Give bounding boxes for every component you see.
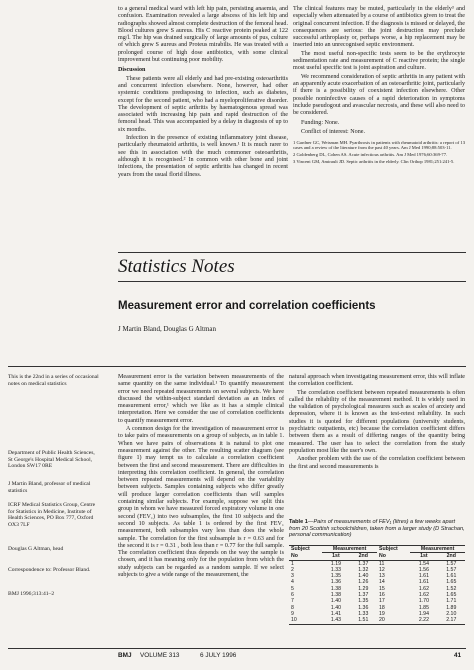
subject-number-cell: 11 (378, 560, 385, 567)
body-paragraph: natural approach when investigating measurement error, this will inflate the correlation coefficient. (289, 374, 465, 388)
discussion-paragraph: These patients were all elderly and had pre-existing osteoarthritis and concurrent infection elsewhere. None, however, had other systemic conditions predisposing to infection, such as diabetes, except for the second patient, who had a myeloproliferative disorder. The development of septic arthritis by haematogenous spread was associated with increasing hip pain and rapid destruction of the femoral head. This was accompanied by a delay in diagnosis of up to six months. (118, 75, 288, 133)
author-role-1: J Martin Bland, professor of medical statistics (8, 481, 91, 494)
table-header-2nd: 2nd (358, 553, 368, 560)
second-measurement-cell: 1.26 (358, 579, 369, 586)
table-header-subject: Subject (291, 546, 310, 553)
case-paragraph: to a general medical ward with left hip pain, persisting anaemia, and confusion. Examination revealed a large abscess of his left hip and radiographs showed almost complete destruction of the femoral head. Blood cultures grew S aureus. His C reactive protein peaked at 122 mg/l. The hip was drained surgically of large amounts of pus, culture of which grew S aureus and Proteus mirabilis. He was treated with a prolonged course of high dose antibiotics, with some clinical improvement but continuing poor mobility. (118, 6, 288, 64)
first-measurement-cell: 1.61 (418, 579, 429, 586)
reference-item: 2 Goldenberg DL, Cohen AS. Acute infectious arthritis. Am J Med 1976;60:369-77. (293, 152, 448, 158)
second-measurement-cell: 1.40 (358, 573, 369, 580)
first-measurement-cell: 1.40 (330, 604, 341, 611)
discussion-heading: Discussion (118, 67, 146, 74)
second-measurement-cell: 1.33 (358, 610, 369, 617)
first-measurement-cell: 1.36 (330, 579, 341, 586)
first-measurement-cell: 1.54 (418, 560, 429, 567)
table-header-measurement: Measurement (410, 546, 465, 553)
table-caption-text: —Pairs of measurements of FEV₁ (litres) a few weeks apart from 20 Scottish schoolchildren, taken from a larger study (D Strachan, personal communication) (289, 519, 465, 539)
table-body (289, 560, 465, 624)
affiliation-1: Department of Public Health Sciences, St George's Hospital Medical School, London SW17 0RE (8, 450, 95, 470)
table-header-no: No (291, 553, 298, 560)
first-measurement-cell: 1.38 (330, 592, 341, 599)
conflict-note: Conflict of interest: None. (301, 128, 365, 135)
authors-rule (8, 366, 466, 367)
second-measurement-cell: 2.17 (446, 617, 457, 624)
subject-number-cell: 17 (378, 598, 385, 605)
footer-page: 41 (454, 652, 462, 659)
first-measurement-cell: 1.38 (330, 585, 341, 592)
table-header-1st: 1st (332, 553, 340, 560)
reference-item: 3 Vincent GM, Amirault JD. Septic arthritis in the elderly. Clin Orthop 1981;251:241-5. (293, 159, 455, 165)
body-paragraph: Another problem with the use of the correlation coefficient between the first and second measurements is (289, 456, 465, 470)
table-header-subject: Subject (378, 546, 398, 553)
second-measurement-cell: 1.36 (358, 604, 369, 611)
series-title: Statistics Notes (118, 256, 235, 277)
table-caption (289, 519, 465, 539)
second-measurement-cell: 1.61 (446, 573, 457, 580)
subject-number-cell: 6 (291, 592, 294, 599)
first-measurement-cell: 1.62 (418, 585, 429, 592)
first-measurement-cell: 1.33 (330, 566, 341, 573)
subject-number-cell: 18 (378, 604, 385, 611)
subject-number-cell: 15 (378, 585, 385, 592)
second-measurement-cell: 1.57 (446, 566, 457, 573)
top-right-column (293, 6, 465, 166)
second-measurement-cell: 1.52 (446, 585, 457, 592)
footer-rule (8, 648, 466, 649)
first-measurement-cell: 2.22 (418, 617, 429, 624)
reference-item: 1 Gardner GC, Weisman MH. Pyarthrosis in patients with rheumatoid arthritis: a report of 13 cases and a review of the literature from the past 40 years. Am J Med 1990;88:503-11. (293, 140, 465, 151)
subject-number-cell: 16 (378, 592, 385, 599)
first-measurement-cell: 1.85 (418, 604, 429, 611)
subject-number-cell: 3 (291, 573, 294, 580)
second-measurement-cell: 1.51 (358, 617, 369, 624)
first-measurement-cell: 1.43 (330, 617, 341, 624)
body-paragraph: We recommend consideration of septic arthritis in any patient with an apparently acute exacerbation of an osteoarthritic joint, particularly if there is a possibility of coexistent infection elsewhere. Other possible noninfective causes of a rapid deterioration in symptoms include pseudogout and avascular necrosis, and these will also need to be considered. (293, 73, 465, 117)
footer-volume: VOLUME 313 (140, 652, 180, 659)
first-measurement-cell: 1.70 (418, 598, 429, 605)
body-right-column (289, 374, 465, 472)
first-measurement-cell: 1.19 (330, 560, 341, 567)
series-top-rule (118, 252, 466, 253)
subject-number-cell: 8 (291, 604, 294, 611)
article-title: Measurement error and correlation coefficients (118, 300, 376, 312)
series-note: This is the 22nd in a series of occasional notes on medical statistics (8, 374, 99, 387)
fev-table (289, 545, 465, 625)
first-measurement-cell: 1.61 (418, 573, 429, 580)
first-measurement-cell: 1.94 (418, 610, 429, 617)
correspondence: Correspondence to: Professor Bland. (8, 567, 91, 573)
subject-number-cell: 4 (291, 579, 294, 586)
funding-note: Funding: None. (301, 120, 340, 127)
subject-number-cell: 10 (291, 617, 297, 624)
series-bottom-rule (118, 281, 466, 282)
table-header-2nd: 2nd (446, 553, 456, 560)
subject-number-cell: 19 (378, 610, 385, 617)
table-row (289, 560, 465, 567)
subject-number-cell: 5 (291, 585, 294, 592)
second-measurement-cell: 1.57 (446, 560, 457, 567)
second-measurement-cell: 1.65 (446, 579, 457, 586)
table-header-measurement: Measurement (322, 546, 377, 553)
affiliation-2: ICRF Medical Statistics Group, Centre for Statistics in Medicine, Institute of Health Sciences, PO Box 777, Oxford OX3 7LF (8, 502, 96, 528)
discussion-paragraph: Infection in the presence of existing inflammatory joint disease, particularly rheumatoid arthritis, is well known.¹ It is much rarer to see this in association with the much commoner osteoarthritis, although it is recognised.² In common with other bone and joint infections, the presentation of septic arthritis has changed in recent years from the usual florid illness. (118, 135, 288, 178)
citation: BMJ 1996;313:41–2 (8, 591, 55, 597)
authors: J Martin Bland, Douglas G Altman (118, 325, 216, 333)
first-measurement-cell: 1.41 (330, 610, 341, 617)
second-measurement-cell: 1.29 (358, 585, 369, 592)
second-measurement-cell: 1.32 (358, 566, 369, 573)
footer-date: 6 JULY 1996 (200, 652, 237, 659)
reference-list (293, 140, 465, 165)
first-measurement-cell: 1.62 (418, 592, 429, 599)
subject-number-cell: 20 (378, 617, 385, 624)
body-paragraph: The most useful non-specific tests seem to be the erythrocyte sedimentation rate and measurement of C reactive protein; the single most useful specific test is joint aspiration and culture. (293, 50, 465, 72)
first-measurement-cell: 1.35 (330, 573, 341, 580)
second-measurement-cell: 1.71 (446, 598, 457, 605)
first-measurement-cell: 1.40 (330, 598, 341, 605)
footer-journal: BMJ (118, 652, 132, 659)
second-measurement-cell: 1.37 (358, 592, 369, 599)
first-measurement-cell: 1.56 (418, 566, 429, 573)
second-measurement-cell: 2.10 (446, 610, 457, 617)
body-paragraph: Measurement error is the variation between measurements of the same quantity on the same individual.¹ To quantify measurement error we need repeated measurements on several subjects. We have discussed the within-subject standard deviation as an index of measurement error,¹ which we like as it has a simple clinical interpretation. Here we consider the use of correlation coefficients to quantify measurement error. (118, 374, 284, 424)
second-measurement-cell: 1.37 (358, 560, 369, 567)
subject-number-cell: 14 (378, 579, 385, 586)
subject-number-cell: 1 (291, 560, 294, 567)
second-measurement-cell: 1.89 (446, 604, 457, 611)
author-role-2: Douglas G Altman, head (8, 546, 64, 552)
second-measurement-cell: 1.35 (358, 598, 369, 605)
table-header-no: No (378, 553, 386, 560)
table-row (289, 617, 465, 624)
table-caption-label: Table 1 (289, 519, 308, 525)
body-paragraph: A common design for the investigation of measurement error is to take pairs of measurements on a group of subjects, as in table 1. When we have pairs of observations it is natural to plot one measurement against the other. The resulting scatter diagram (see figure 1) may tempt us to calculate a correlation coefficient between the first and second measurement. There are difficulties in interpreting this correlation coefficient. In general, the correlation between repeated measurements will depend on the variability between subjects. Samples containing subjects who differ greatly will produce larger correlation coefficients than will samples containing similar subjects. For example, suppose we split this group in whom we have measured forced expiratory volume in one second (FEV₁) into two subsamples, the first 10 subjects and the second 10 subjects. As table 1 is ordered by the first FEV₁ measurement, both subsamples vary less than does the whole sample. The correlation for the first subsample is r = 0.63 and for the second it is r = 0.31 , both less than r = 0.77 for the full sample. The correlation coefficient thus depends on the way the sample is chosen, and it has meaning only for the population from which the study subjects can be regarded as a random sample. If we select subjects to give a wide range of the measurement, the (118, 426, 284, 579)
top-left-column (118, 6, 288, 180)
body-paragraph: The clinical features may be muted, particularly in the elderly³ and especially when attenuated by a course of antibiotics given to treat the original concurrent infection. If the diagnosis is missed or delayed, the consequences are serious: the joint destruction may preclude successful arthroplasty or, perhaps worse, a hip replacement may be inserted into an unrecognised septic environment. (293, 6, 465, 49)
subject-number-cell: 2 (291, 566, 294, 573)
body-paragraph: The correlation coefficient between repeated measurements is often called the reliability of the measurement method. It is widely used in the validation of psychological measures such as scales of anxiety and depression, where it is known as the test-retest reliability. In such studies it is quoted for different populations (university students, psychiatric outpatients, etc) because the correlation coefficient differs between them as a result of differing ranges of the quantity being measured. The user has to select the correlation from the study population most like the user's own. (289, 389, 465, 454)
subject-number-cell: 7 (291, 598, 294, 605)
second-measurement-cell: 1.65 (446, 592, 457, 599)
table-header-1st: 1st (420, 553, 428, 560)
subject-number-cell: 9 (291, 610, 294, 617)
subject-number-cell: 12 (378, 566, 385, 573)
subject-number-cell: 13 (378, 573, 385, 580)
body-left-column (118, 374, 284, 580)
